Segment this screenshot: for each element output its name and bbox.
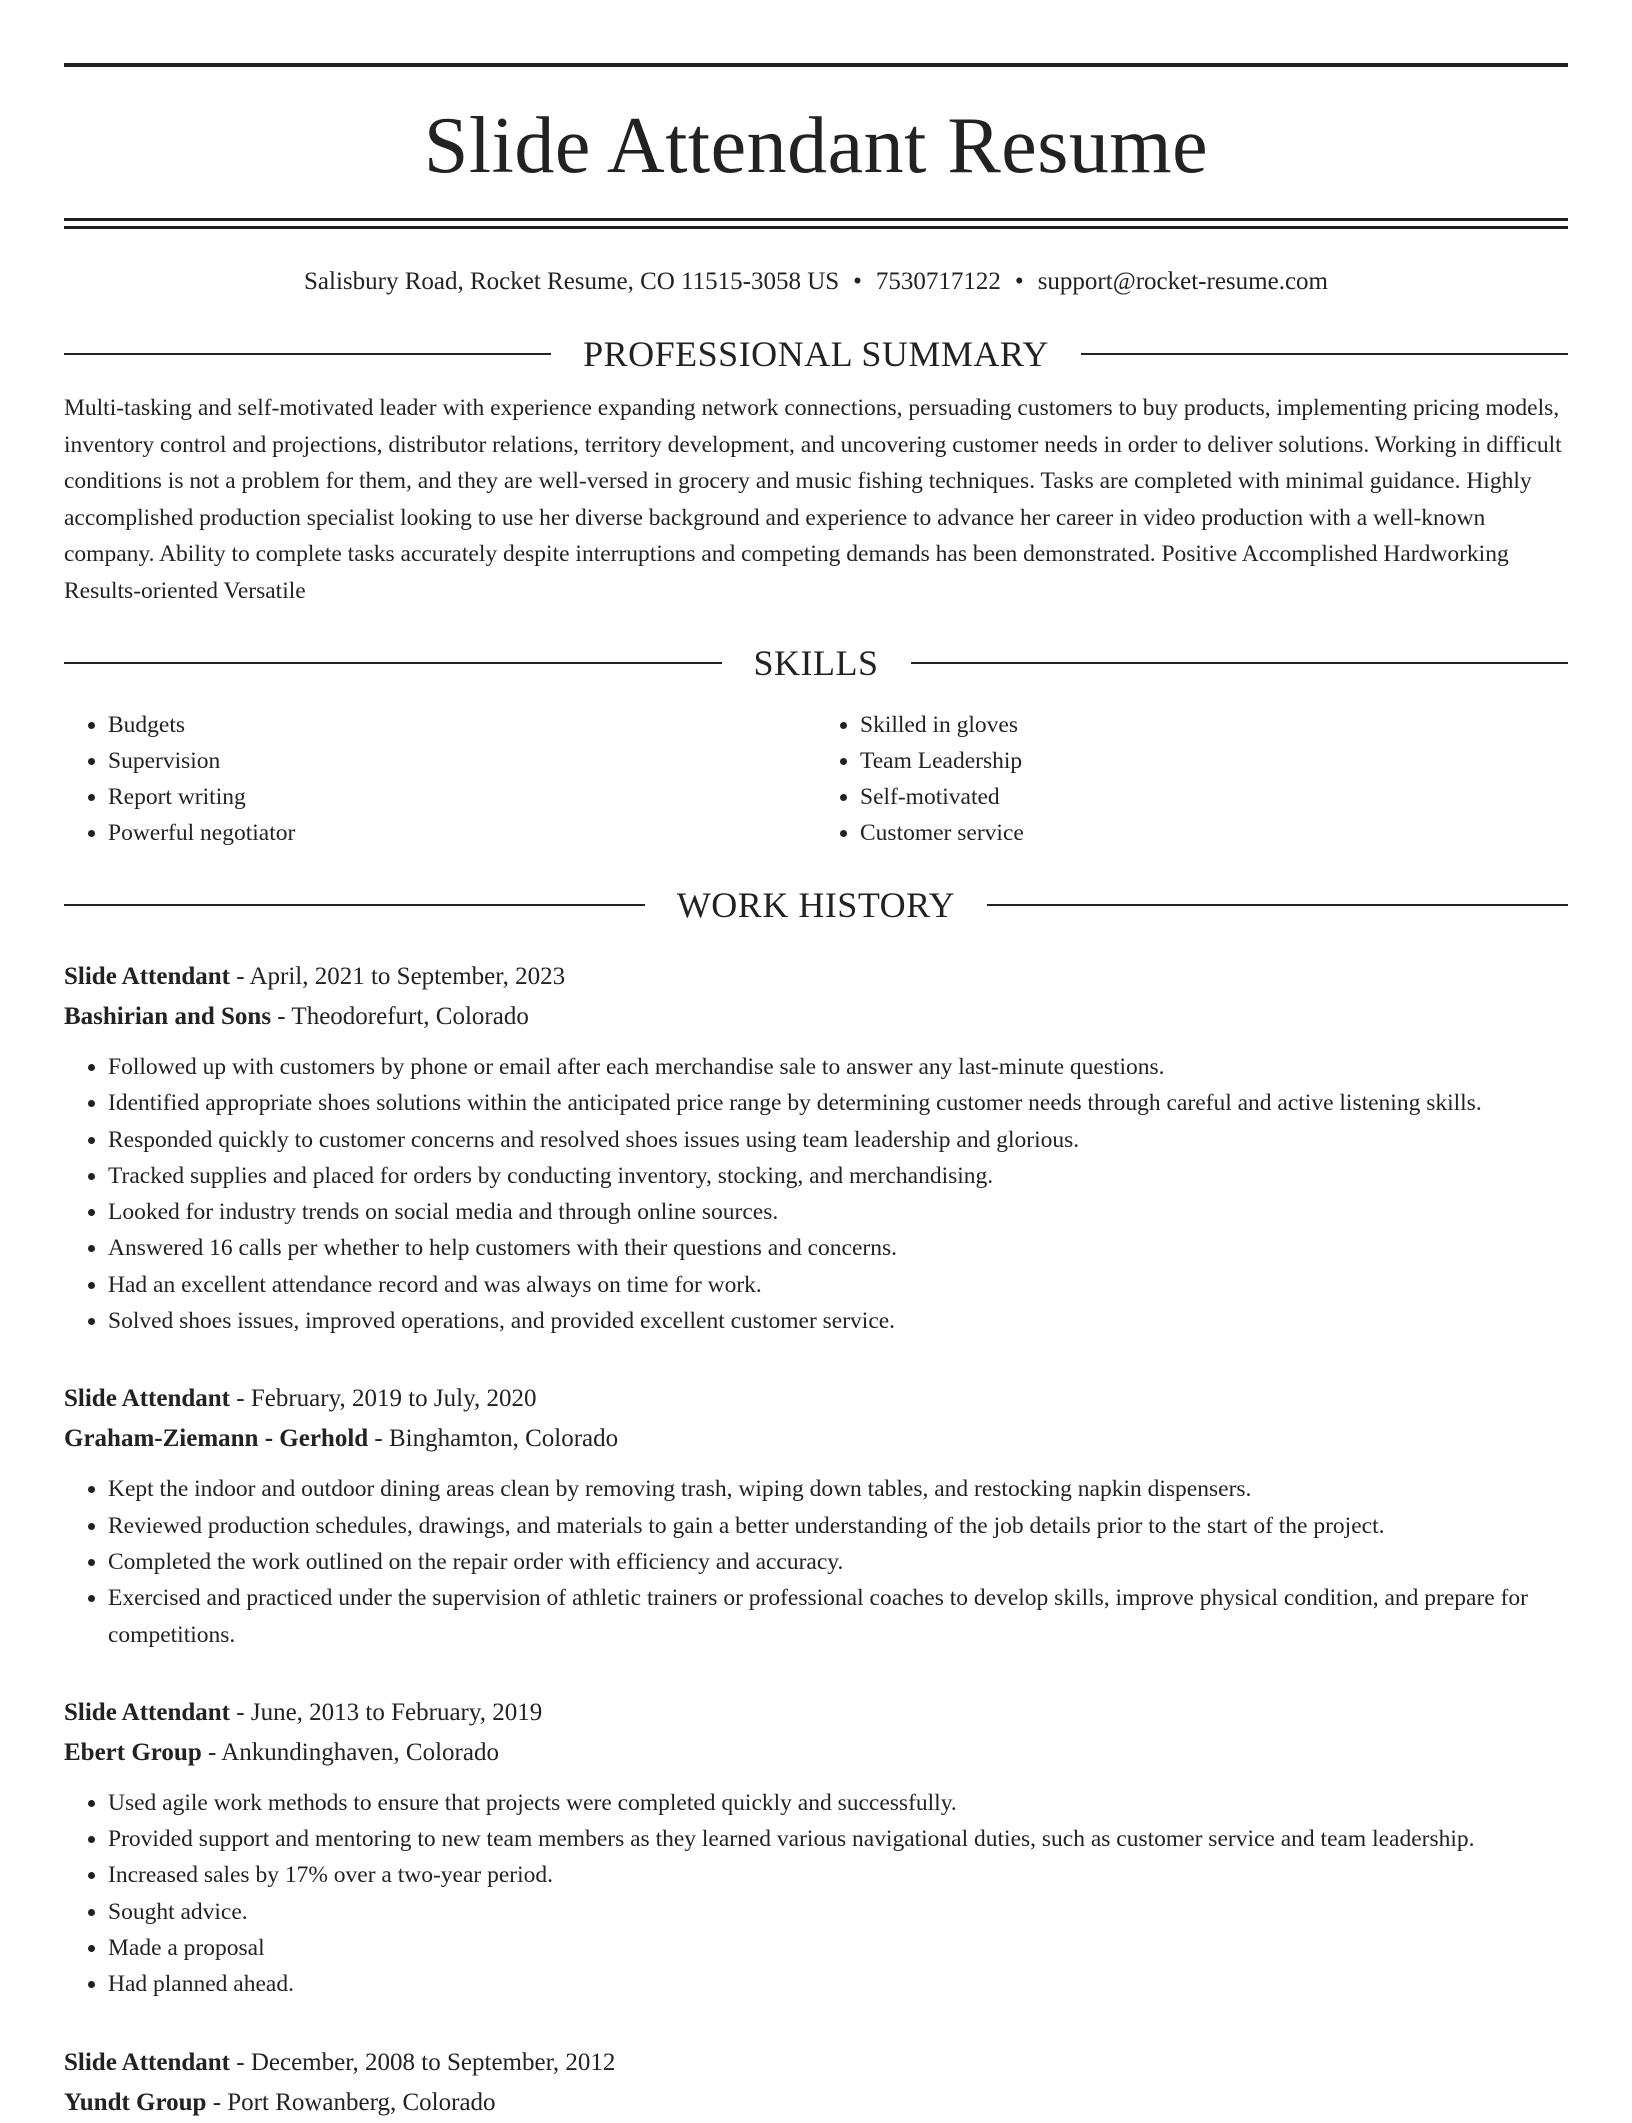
heading-rule-left bbox=[64, 904, 645, 906]
job-dates: June, 2013 to February, 2019 bbox=[250, 1698, 543, 1726]
job-company: Bashirian and Sons bbox=[64, 1003, 272, 1030]
heading-rule-right bbox=[1081, 353, 1568, 355]
skills-right-list bbox=[816, 707, 1568, 851]
job-bullet: • Tracked supplies and placed for orders by conducting inventory, stocking, and merchandising. bbox=[108, 1158, 1568, 1194]
contact-separator: • bbox=[853, 268, 862, 295]
job-title-line: Slide Attendant - June, 2013 to February, 2019 bbox=[64, 1698, 543, 1726]
job-dates: February, 2019 to July, 2020 bbox=[250, 1385, 537, 1413]
heading-rule-left bbox=[64, 353, 551, 355]
job-bullet: • Increased sales by 17% over a two-year period. bbox=[108, 1857, 1568, 1893]
job-bullets bbox=[64, 1471, 1568, 1652]
skills-columns bbox=[64, 707, 1568, 851]
job-bullet: • Followed up with customers by phone or email after each merchandise sale to answer any last-minute questions. bbox=[108, 1049, 1568, 1085]
job-bullet: • Looked for industry trends on social media and through online sources. bbox=[108, 1194, 1568, 1230]
skill-item: • Budgets bbox=[108, 707, 816, 743]
job-title: Slide Attendant bbox=[64, 1698, 231, 1726]
skill-item: • Skilled in gloves bbox=[860, 707, 1568, 743]
job-bullet: • Solved shoes issues, improved operations, and provided excellent customer service. bbox=[108, 1303, 1568, 1339]
job-bullet: • Had an excellent attendance record and was always on time for work. bbox=[108, 1267, 1568, 1303]
job-dates: December, 2008 to September, 2012 bbox=[250, 2048, 616, 2076]
contact-separator: • bbox=[1014, 268, 1024, 295]
job-bullets bbox=[64, 1785, 1568, 2003]
summary-heading bbox=[64, 332, 1568, 376]
job-bullet: • Kept the indoor and outdoor dining areas clean by removing trash, wiping down tables, and restocking napkin dispensers. bbox=[108, 1471, 1568, 1507]
skill-item: • Team Leadership bbox=[860, 743, 1568, 779]
job-title: Slide Attendant bbox=[64, 1385, 231, 1413]
title-double-rule bbox=[64, 218, 1568, 229]
job-location: Port Rowanberg, Colorado bbox=[227, 2088, 496, 2116]
resume-title: Slide Attendant Resume bbox=[423, 102, 1209, 190]
contact-phone: 7530717122 bbox=[875, 268, 1001, 295]
job-location: Binghamton, Colorado bbox=[389, 1425, 619, 1453]
job-dates: April, 2021 to September, 2023 bbox=[249, 963, 566, 990]
heading-rule-right bbox=[987, 904, 1568, 906]
contact-email[interactable]: support@rocket-resume.com bbox=[1037, 268, 1328, 295]
skills-heading bbox=[64, 641, 1568, 685]
job-bullets bbox=[64, 1049, 1568, 1339]
job-title: Slide Attendant bbox=[64, 963, 231, 990]
skill-item: • Self-motivated bbox=[860, 779, 1568, 815]
job-title-line: Slide Attendant - December, 2008 to September, 2012 bbox=[64, 2048, 616, 2076]
job-bullet: • Identified appropriate shoes solutions within the anticipated price range by determining customer needs through careful and active listening skills. bbox=[108, 1085, 1568, 1121]
skill-item: • Customer service bbox=[860, 815, 1568, 851]
job-company-line: Ebert Group - Ankundinghaven, Colorado bbox=[64, 1738, 499, 1766]
skills-heading-label: SKILLS bbox=[753, 643, 879, 683]
job-company: Graham-Ziemann - Gerhold bbox=[64, 1425, 369, 1453]
skill-item: • Supervision bbox=[108, 743, 816, 779]
job-entry bbox=[64, 1693, 1568, 2003]
summary-heading-label: PROFESSIONAL SUMMARY bbox=[583, 334, 1049, 374]
job-company-line: Bashirian and Sons - Theodorefurt, Colorado bbox=[64, 1003, 529, 1030]
work-history-heading bbox=[64, 883, 1568, 927]
job-bullet: • Responded quickly to customer concerns and resolved shoes issues using team leadership and glorious. bbox=[108, 1122, 1568, 1158]
job-entry bbox=[64, 2043, 1568, 2123]
job-bullet: • Reviewed production schedules, drawings, and materials to gain a better understanding of the job details prior to the start of the project. bbox=[108, 1508, 1568, 1544]
job-bullet: • Exercised and practiced under the supervision of athletic trainers or professional coaches to develop skills, improve physical condition, and prepare for competitions. bbox=[108, 1580, 1568, 1653]
job-title-line: Slide Attendant - February, 2019 to July, 2020 bbox=[64, 1385, 537, 1413]
summary-text: Multi-tasking and self-motivated leader with experience expanding network connections, persuading customers to buy products, implementing pricing models, inventory control and projections, distributor relations, territory development, and uncovering customer needs in order to deliver solutions. Working in difficult conditions is not a problem for them, and they are well-versed in grocery and music fishing techniques. Tasks are completed with minimal guidance. Highly accomplished production specialist looking to use her diverse background and experience to advance her career in video production with a well-known company. Ability to complete tasks accurately despite interruptions and competing demands has been demonstrated. Positive Accomplished Hardworking Results-oriented Versatile bbox=[64, 395, 1562, 604]
skill-item: • Powerful negotiator bbox=[108, 815, 816, 851]
job-company: Yundt Group bbox=[64, 2088, 207, 2116]
job-bullet: • Answered 16 calls per whether to help customers with their questions and concerns. bbox=[108, 1230, 1568, 1266]
job-company-line: Graham-Ziemann - Gerhold - Binghamton, Colorado bbox=[64, 1425, 619, 1453]
contact-address: Salisbury Road, Rocket Resume, CO 11515-3058 US bbox=[304, 268, 840, 295]
skills-left-list bbox=[64, 707, 816, 851]
job-title-line: Slide Attendant - April, 2021 to September, 2023 bbox=[64, 963, 566, 990]
job-bullet: • Used agile work methods to ensure that projects were completed quickly and successfully. bbox=[108, 1785, 1568, 1821]
job-entry bbox=[64, 957, 1568, 1339]
job-bullet: • Provided support and mentoring to new team members as they learned various navigational duties, such as customer service and team leadership. bbox=[108, 1821, 1568, 1857]
job-company-line: Yundt Group - Port Rowanberg, Colorado bbox=[64, 2088, 496, 2116]
job-bullet: • Completed the work outlined on the repair order with efficiency and accuracy. bbox=[108, 1544, 1568, 1580]
contact-line bbox=[64, 264, 1568, 300]
job-entry bbox=[64, 1379, 1568, 1652]
work-history-heading-label: WORK HISTORY bbox=[676, 885, 956, 925]
job-bullet: • Had planned ahead. bbox=[108, 1966, 1568, 2002]
heading-rule-right bbox=[911, 662, 1569, 664]
job-bullet: • Made a proposal bbox=[108, 1930, 1568, 1966]
job-bullet: • Sought advice. bbox=[108, 1894, 1568, 1930]
job-location: Theodorefurt, Colorado bbox=[291, 1003, 529, 1030]
job-location: Ankundinghaven, Colorado bbox=[221, 1738, 499, 1766]
heading-rule-left bbox=[64, 662, 722, 664]
resume-page bbox=[64, 0, 1568, 2123]
skill-item: • Report writing bbox=[108, 779, 816, 815]
top-rule bbox=[64, 63, 1568, 67]
job-company: Ebert Group bbox=[64, 1738, 202, 1766]
job-title: Slide Attendant bbox=[64, 2048, 231, 2076]
